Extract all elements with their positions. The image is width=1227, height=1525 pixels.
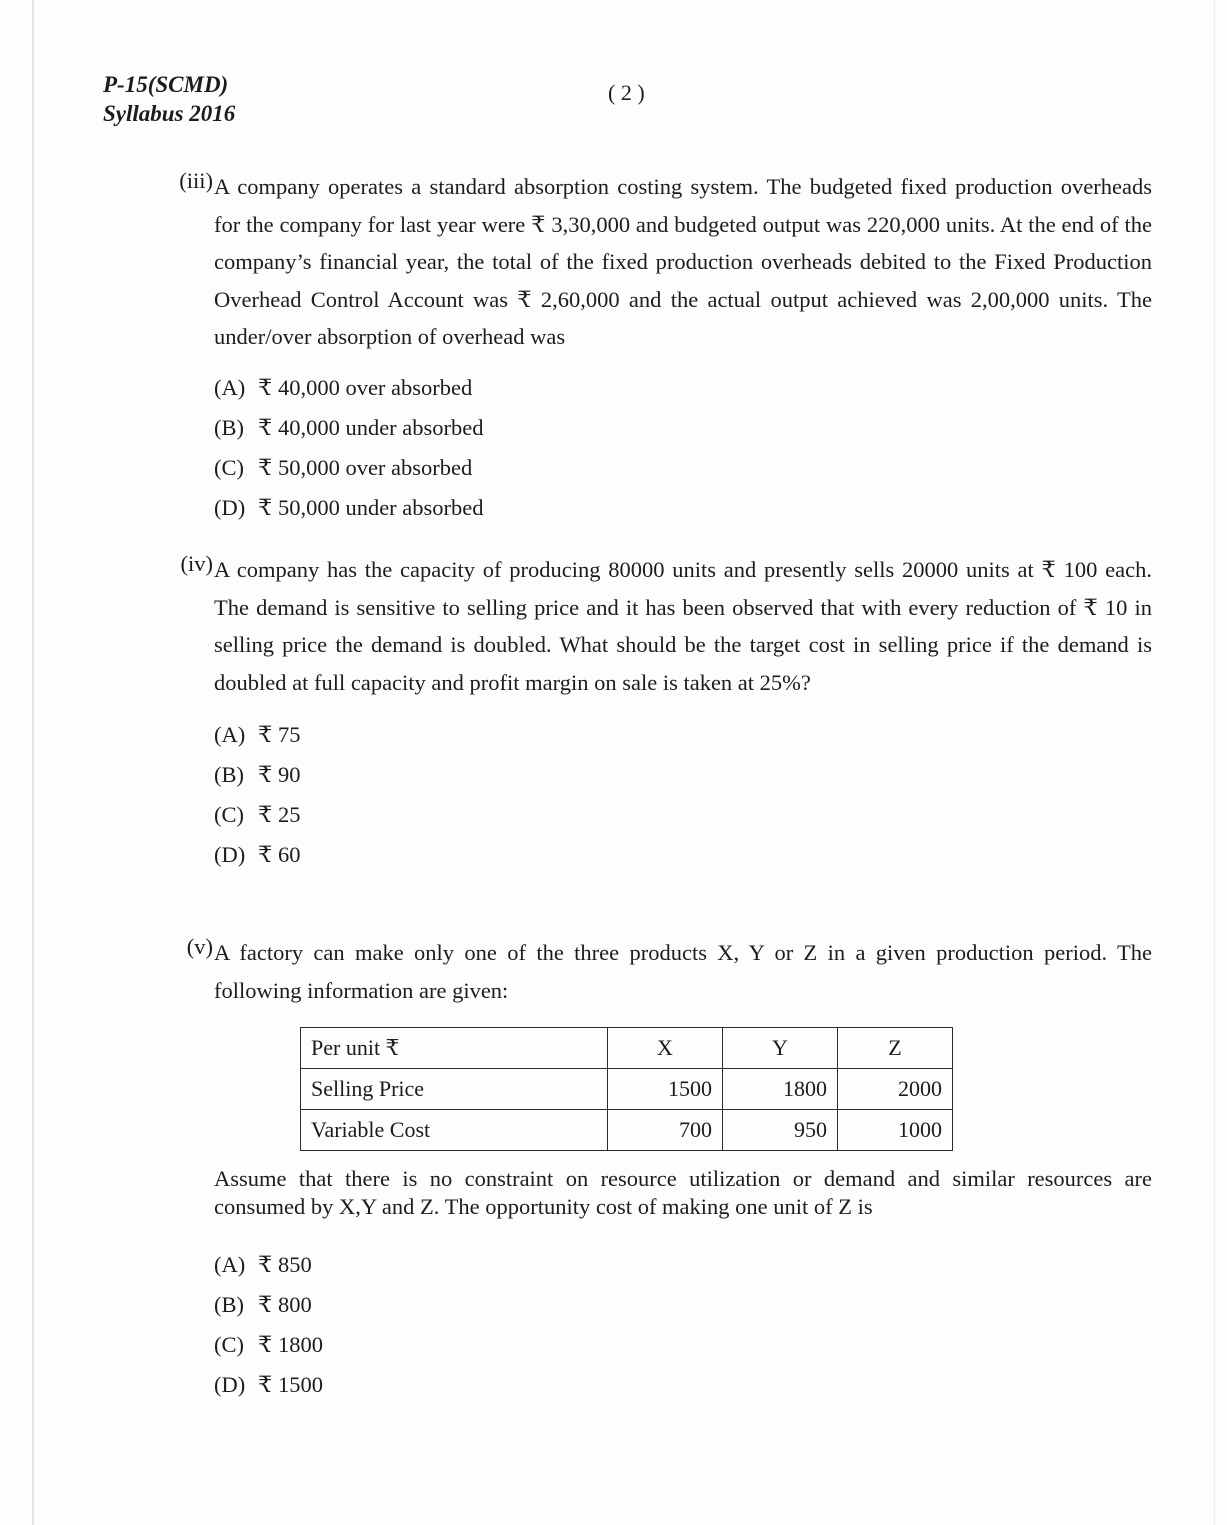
product-cost-table [300,1027,953,1151]
option-b [214,755,1152,795]
option-c [214,1325,1152,1365]
option-b [214,1285,1152,1325]
table-cell: 2000 [838,1069,953,1110]
option-a [214,715,1152,755]
option-key: (D) [214,494,246,520]
table-header-cell: X [608,1028,723,1069]
option-key: (C) [214,802,244,827]
option-c [214,795,1152,835]
question-text: A company operates a standard absorption costing system. The budgeted fixed production overheads for the company for last year were ₹ 3,30,000 and budgeted output was 220,000 units. At the end of the company’s financial year, the total of the fixed production overheads debited to the Fixed Production Overhead Control Account was ₹ 2,60,000 and the actual output achieved was 2,00,000 units. The under/over absorption of overhead was [214,174,1152,349]
option-text: ₹ 800 [258,1292,312,1317]
table-header-cell: Per unit ₹ [301,1028,608,1069]
option-a [214,1245,1152,1285]
table-cell: 1000 [838,1110,953,1151]
table-cell: 950 [723,1110,838,1151]
option-text: ₹ 1800 [258,1332,323,1357]
option-key: (C) [214,1332,244,1357]
option-key: (B) [214,414,244,440]
options-list [214,368,1152,528]
question-iii [160,168,1152,528]
table-row [301,1110,953,1151]
option-text: ₹ 40,000 over absorbed [258,374,473,400]
option-text: ₹ 90 [258,762,301,787]
paper-code: P-15(SCMD) [103,72,229,97]
option-d [214,488,1152,528]
option-text: ₹ 40,000 under absorbed [258,414,484,440]
option-text: ₹ 850 [258,1252,312,1277]
question-number: (iv) [180,551,213,576]
options-list [214,715,1152,875]
question-iv [160,551,1152,875]
option-key: (C) [214,454,244,480]
question-v [160,934,1152,1405]
option-text: ₹ 50,000 under absorbed [258,494,484,520]
page-edge-left [32,0,34,1525]
table-header-row [301,1028,953,1069]
page-edge-right [1214,0,1215,1525]
table-cell: Variable Cost [301,1110,608,1151]
option-key: (B) [214,762,244,787]
table-header-cell: Y [723,1028,838,1069]
option-text: ₹ 25 [258,802,301,827]
table-cell: 1500 [608,1069,723,1110]
option-key: (B) [214,1292,244,1317]
option-text: ₹ 60 [258,842,301,867]
question-text: A company has the capacity of producing 80000 units and presently sells 20000 units at ₹ 100 each. The demand is sensitive to selling price and it has been observed that with every reduction of ₹ 10 in selling price the demand is doubled. What should be the target cost in selling price if the demand is doubled at full capacity and profit margin on sale is taken at 25%? [214,557,1152,695]
table-row [301,1069,953,1110]
table-cell: Selling Price [301,1069,608,1110]
option-b [214,408,1152,448]
option-a [214,368,1152,408]
option-key: (A) [214,374,246,400]
syllabus-label: Syllabus 2016 [103,101,236,126]
option-c [214,448,1152,488]
page-number: ( 2 ) [608,80,645,105]
option-key: (A) [214,1252,246,1277]
header-left [103,70,235,128]
option-key: (D) [214,1372,246,1397]
option-text: ₹ 75 [258,722,301,747]
table-cell: 700 [608,1110,723,1151]
option-text: ₹ 50,000 over absorbed [258,454,473,480]
options-list [214,1245,1152,1405]
table-header-cell: Z [838,1028,953,1069]
option-text: ₹ 1500 [258,1372,323,1397]
option-key: (D) [214,842,246,867]
option-d [214,1365,1152,1405]
table-cell: 1800 [723,1069,838,1110]
question-number: (iii) [179,168,213,193]
option-d [214,835,1152,875]
question-number: (v) [186,934,213,959]
question-text: A factory can make only one of the three products X, Y or Z in a given production period. The following information are given: [214,940,1152,1003]
option-key: (A) [214,722,246,747]
question-note: Assume that there is no constraint on resource utilization or demand and similar resources are consumed by X,Y and Z. The opportunity cost of making one unit of Z is [214,1166,1152,1219]
